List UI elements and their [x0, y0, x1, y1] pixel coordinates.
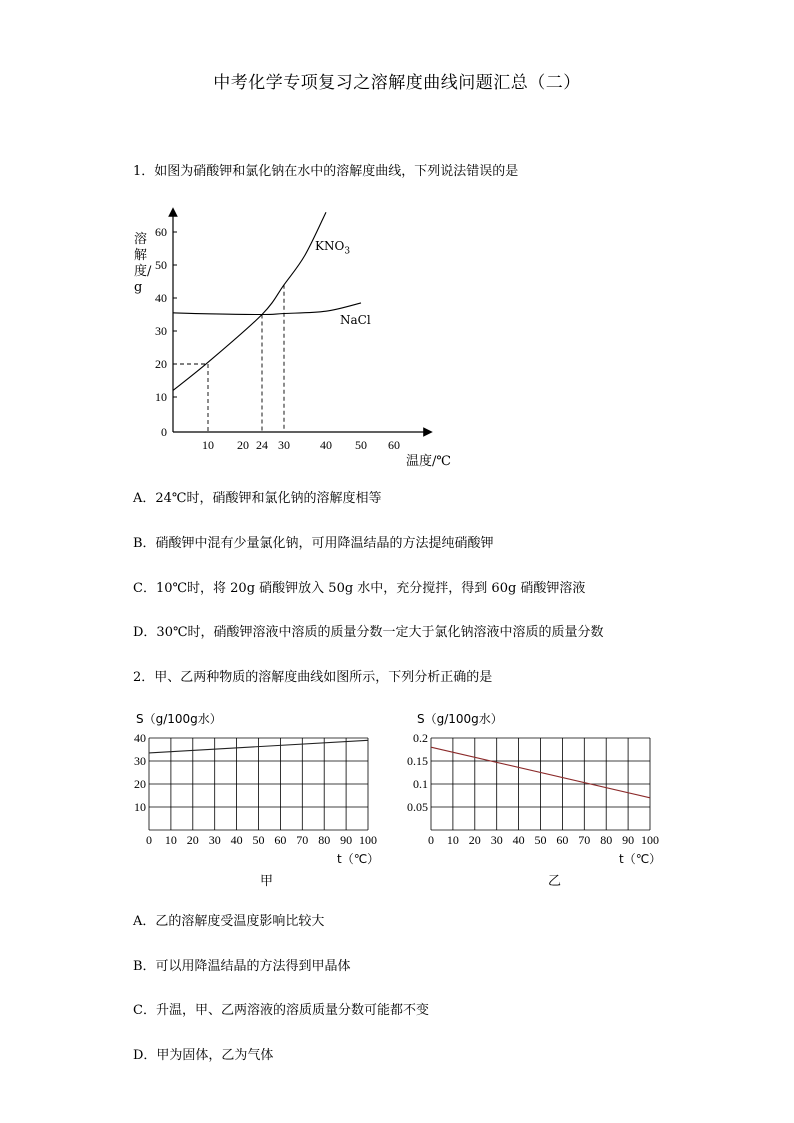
question-1-stem: 1．如图为硝酸钾和氯化钠在水中的溶解度曲线，下列说法错误的是: [133, 164, 519, 179]
chart1-series-nacl-label: NaCl: [340, 313, 371, 327]
chart2-x-tick-label: 80: [318, 833, 331, 847]
chart2-x-tick-label: 40: [230, 833, 243, 847]
chart1-x-tick-label: 60: [388, 438, 400, 452]
chart1-x-tick-label: 40: [320, 438, 332, 452]
chart3-y-tick-label: 0.05: [407, 800, 428, 814]
chart1-y-tick-label: 0: [161, 425, 167, 439]
chart2-x-tick-label: 90: [340, 833, 353, 847]
chart1-y-tick-label: 30: [155, 324, 167, 338]
chart3-x-tick-label: 50: [534, 833, 547, 847]
chart1-x-tick-label: 24: [256, 438, 268, 452]
chart2-y-tick-label: 40: [134, 731, 146, 745]
chart2-y-tick-label: 10: [134, 800, 146, 814]
chart3-caption: 乙: [548, 874, 562, 889]
chart1-series-kno3-label: $KNO_3$: [315, 239, 351, 257]
q2-option-a: A．乙的溶解度受温度影响比较大: [133, 914, 325, 929]
chart3-x-tick-label: 90: [622, 833, 635, 847]
chart3-x-tick-label: 0: [428, 833, 434, 847]
q1-option-b: B．硝酸钾中混有少量氯化钠，可用降温结晶的方法提纯硝酸钾: [133, 536, 494, 551]
chart3-x-tick-label: 40: [512, 833, 525, 847]
q2-option-d: D．甲为固体，乙为气体: [133, 1048, 274, 1063]
chart2-plot: [134, 731, 377, 847]
chart1-x-tick-label: 10: [202, 438, 214, 452]
chart3-y-tick-label: 0.2: [413, 731, 428, 745]
chart1-y-tick-label: 50: [155, 258, 167, 272]
chart2-y-tick-label: 20: [134, 777, 146, 791]
q1-option-c: C．10℃时，将 20g 硝酸钾放入 50g 水中，充分搅拌，得到 60g 硝酸钾溶液: [133, 581, 586, 596]
chart1-y-tick-label: 10: [155, 390, 167, 404]
chart2-x-tick-label: 0: [146, 833, 152, 847]
chart2-x-tick-label: 100: [359, 833, 377, 847]
q1-option-d: D．30℃时，硝酸钾溶液中溶质的质量分数一定大于氯化钠溶液中溶质的质量分数: [133, 625, 604, 640]
chart1-y-tick-label: 60: [155, 225, 167, 239]
chart3-x-tick-label: 100: [641, 833, 659, 847]
chart1-x-tick-label: 30: [278, 438, 290, 452]
chart3-ylabel: S（g/100g水）: [417, 712, 503, 726]
chart2-x-tick-label: 20: [186, 833, 199, 847]
chart3-x-tick-label: 20: [468, 833, 481, 847]
chart2-xlabel: t（℃）: [337, 852, 380, 866]
chart1-y-tick-label: 40: [155, 291, 167, 305]
chart2-x-tick-label: 60: [274, 833, 287, 847]
q1-option-a: A．24℃时，硝酸钾和氯化钠的溶解度相等: [133, 491, 382, 506]
chart2-x-tick-label: 30: [208, 833, 221, 847]
q2-option-b: B．可以用降温结晶的方法得到甲晶体: [133, 959, 351, 974]
chart3-x-tick-label: 70: [578, 833, 591, 847]
question-2-stem: 2．甲、乙两种物质的溶解度曲线如图所示，下列分析正确的是: [133, 670, 493, 685]
chart3-y-tick-label: 0.1: [413, 777, 428, 791]
chart1-xlabel: 温度/℃: [406, 454, 451, 469]
chart2-x-tick-label: 50: [252, 833, 265, 847]
chart2-y-tick-label: 30: [134, 754, 146, 768]
chart3-x-tick-label: 80: [600, 833, 613, 847]
chart2-x-tick-label: 10: [164, 833, 177, 847]
chart3-xlabel: t（℃）: [619, 852, 662, 866]
chart3-plot: [407, 731, 659, 847]
chart3-y-tick-label: 0.15: [407, 754, 428, 768]
chart2-caption: 甲: [260, 874, 274, 889]
q2-option-c: C．升温，甲、乙两溶液的溶质质量分数可能都不变: [133, 1003, 429, 1018]
chart3-x-tick-label: 60: [556, 833, 569, 847]
chart1-ylabel: 溶解度/g: [134, 232, 152, 295]
chart3-x-tick-label: 10: [446, 833, 459, 847]
chart2-x-tick-label: 70: [296, 833, 309, 847]
chart2-ylabel: S（g/100g水）: [136, 712, 222, 726]
chart1-y-tick-label: 20: [155, 357, 167, 371]
chart3-x-tick-label: 30: [490, 833, 503, 847]
chart1-x-tick-label: 50: [355, 438, 367, 452]
chart1-x-tick-label: 20: [237, 438, 249, 452]
page-title: 中考化学专项复习之溶解度曲线问题汇总（二）: [213, 73, 581, 93]
